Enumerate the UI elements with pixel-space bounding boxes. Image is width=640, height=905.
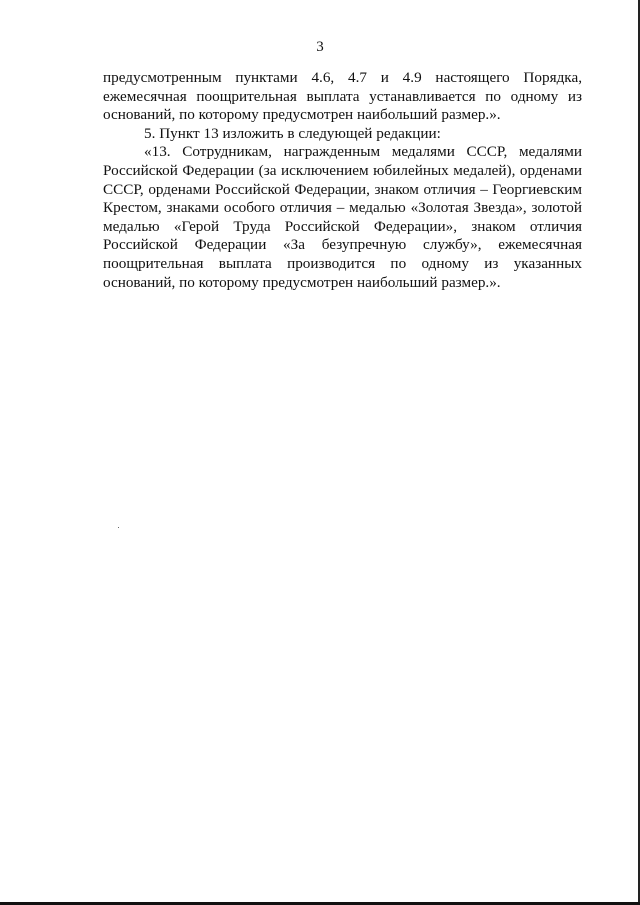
page-number: 3 <box>316 39 324 55</box>
paragraph-amendment-text: «13. Сотрудникам, награжденным медалями СССР, медалями Российской Федерации (за исключением юбилейных медалей), орденами СССР, орденами Российской Федерации, знаком отличия – Георгиевским Крестом, знаками особого отличия – медалью «Золотая Звезда», золотой медалью «Герой Труда Российской Федерации», знаком отличия Российской Федерации «За безупречную службу», ежемесячная поощрительная выплата производится по одному из указанных оснований, по которому предусмотрен наибольший размер.». <box>103 143 582 291</box>
paragraph-continuation: предусмотренным пунктами 4.6, 4.7 и 4.9 настоящего Порядка, ежемесячная поощрительная выплата устанавливается по одному из оснований, по которому предусмотрен наибольший размер.». <box>103 69 582 124</box>
document-body <box>103 69 582 292</box>
paragraph-amendment-intro: 5. Пункт 13 изложить в следующей редакции: <box>144 124 441 142</box>
scan-artifact <box>118 527 119 528</box>
